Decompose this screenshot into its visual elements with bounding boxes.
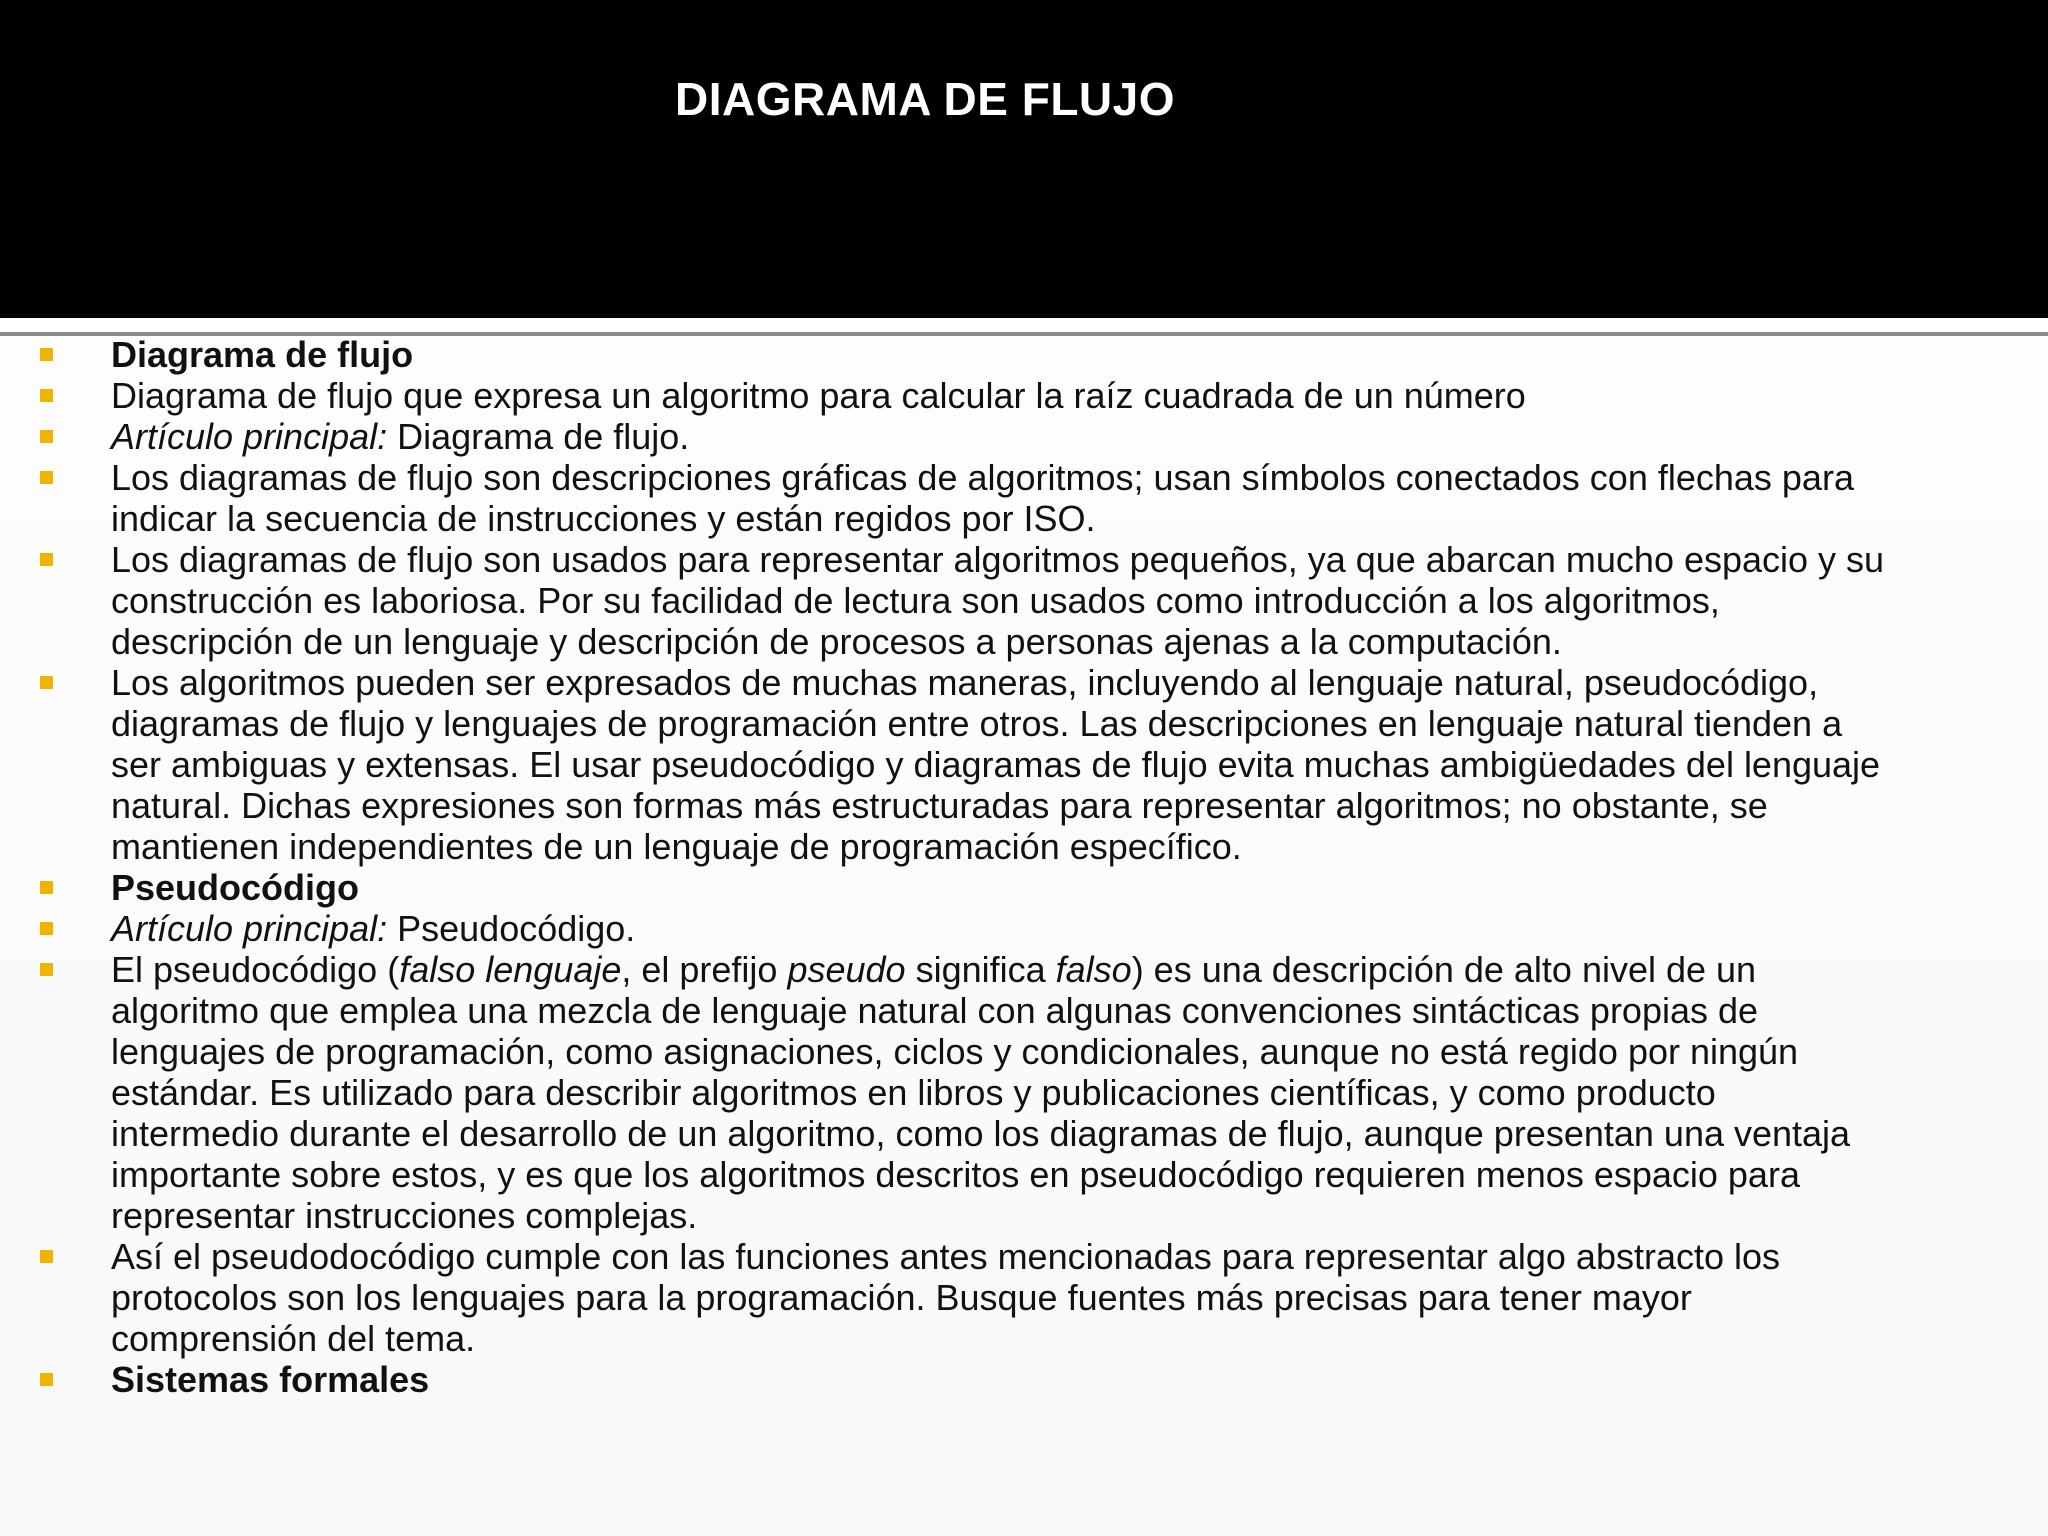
bullet-item (0, 416, 2048, 457)
italic-term: falso (1055, 949, 1132, 990)
bullet-square-icon (40, 963, 53, 976)
bullet-heading-diagrama-de-flujo (0, 334, 2048, 375)
article-label: Artículo principal: (111, 908, 388, 949)
bullet-line: indicar la secuencia de instrucciones y están regidos por ISO. (111, 498, 1096, 539)
bullet-line: lenguajes de programación, como asignaciones, ciclos y condicionales, aunque no está regido por ningún (111, 1031, 1799, 1072)
text-segment: significa (905, 949, 1056, 990)
bullet-square-icon (40, 676, 53, 689)
text-segment: , el prefijo (621, 949, 788, 990)
article-label: Artículo principal: (111, 416, 388, 457)
bullet-line: Los algoritmos pueden ser expresados de muchas maneras, incluyendo al lenguaje natural, pseudocódigo, (111, 662, 1819, 703)
bullet-line: intermedio durante el desarrollo de un algoritmo, como los diagramas de flujo, aunque presentan una ventaja (111, 1113, 1851, 1154)
bullet-line: descripción de un lenguaje y descripción de procesos a personas ajenas a la computación. (111, 621, 1562, 662)
bullet-square-icon (40, 553, 53, 566)
bullet-text: Pseudocódigo. (387, 908, 636, 949)
bullet-line: Los diagramas de flujo son descripciones gráficas de algoritmos; usan símbolos conectados con flechas para (111, 457, 1854, 498)
bullet-text: Pseudocódigo (111, 867, 360, 908)
bullet-item (0, 1236, 2048, 1359)
bullet-line: mantienen independientes de un lenguaje de programación específico. (111, 826, 1242, 867)
bullet-heading-sistemas-formales (0, 1359, 2048, 1400)
bullet-square-icon (40, 389, 53, 402)
bullet-line: ser ambiguas y extensas. El usar pseudocódigo y diagramas de flujo evita muchas ambigüedades del lenguaje (111, 744, 1881, 785)
bullet-line: Los diagramas de flujo son usados para representar algoritmos pequeños, ya que abarcan mucho espacio y su (111, 539, 1885, 580)
slide-title: DIAGRAMA DE FLUJO (675, 73, 1176, 125)
bullet-square-icon (40, 922, 53, 935)
header-divider-light (0, 318, 2048, 332)
bullet-line: diagramas de flujo y lenguajes de programación entre otros. Las descripciones en lenguaje natural tienden a (111, 703, 1843, 744)
bullet-square-icon (40, 1373, 53, 1386)
text-segment: El pseudocódigo ( (111, 949, 400, 990)
bullet-item (0, 457, 2048, 539)
bullet-line: representar instrucciones complejas. (111, 1195, 698, 1236)
bullet-line: protocolos son los lenguajes para la programación. Busque fuentes más precisas para tener mayor (111, 1277, 1692, 1318)
bullet-line: natural. Dichas expresiones son formas más estructuradas para representar algoritmos; no obstante, se (111, 785, 1768, 826)
bullet-item (0, 662, 2048, 867)
bullet-line: algoritmo que emplea una mezcla de lenguaje natural con algunas convenciones sintácticas propias de (111, 990, 1759, 1031)
bullet-heading-pseudocodigo (0, 867, 2048, 908)
bullet-square-icon (40, 348, 53, 361)
bullet-line: importante sobre estos, y es que los algoritmos descritos en pseudocódigo requieren menos espacio para (111, 1154, 1800, 1195)
bullet-item (0, 908, 2048, 949)
bullet-text: Diagrama de flujo que expresa un algoritmo para calcular la raíz cuadrada de un número (111, 375, 1526, 416)
italic-term: falso lenguaje (399, 949, 622, 990)
bullet-text: Diagrama de flujo (111, 334, 414, 375)
italic-term: pseudo (787, 949, 906, 990)
bullet-text: Diagrama de flujo. (387, 416, 690, 457)
bullet-line: construcción es laboriosa. Por su facilidad de lectura son usados como introducción a los algoritmos, (111, 580, 1720, 621)
bullet-list (0, 334, 2048, 1400)
text-segment: ) es una descripción de alto nivel de un (1131, 949, 1757, 990)
bullet-line: estándar. Es utilizado para describir algoritmos en libros y publicaciones científicas, y como producto (111, 1072, 1716, 1113)
bullet-square-icon (40, 881, 53, 894)
bullet-line (111, 949, 2028, 990)
bullet-item (0, 375, 2048, 416)
bullet-item (0, 949, 2048, 1236)
bullet-square-icon (40, 471, 53, 484)
bullet-square-icon (40, 1250, 53, 1263)
bullet-line: comprensión del tema. (111, 1318, 476, 1359)
bullet-line: Así el pseudodocódigo cumple con las funciones antes mencionadas para representar algo abstracto los (111, 1236, 1781, 1277)
bullet-square-icon (40, 430, 53, 443)
bullet-item (0, 539, 2048, 662)
bullet-text: Sistemas formales (111, 1359, 430, 1400)
title-bar (0, 0, 2048, 318)
